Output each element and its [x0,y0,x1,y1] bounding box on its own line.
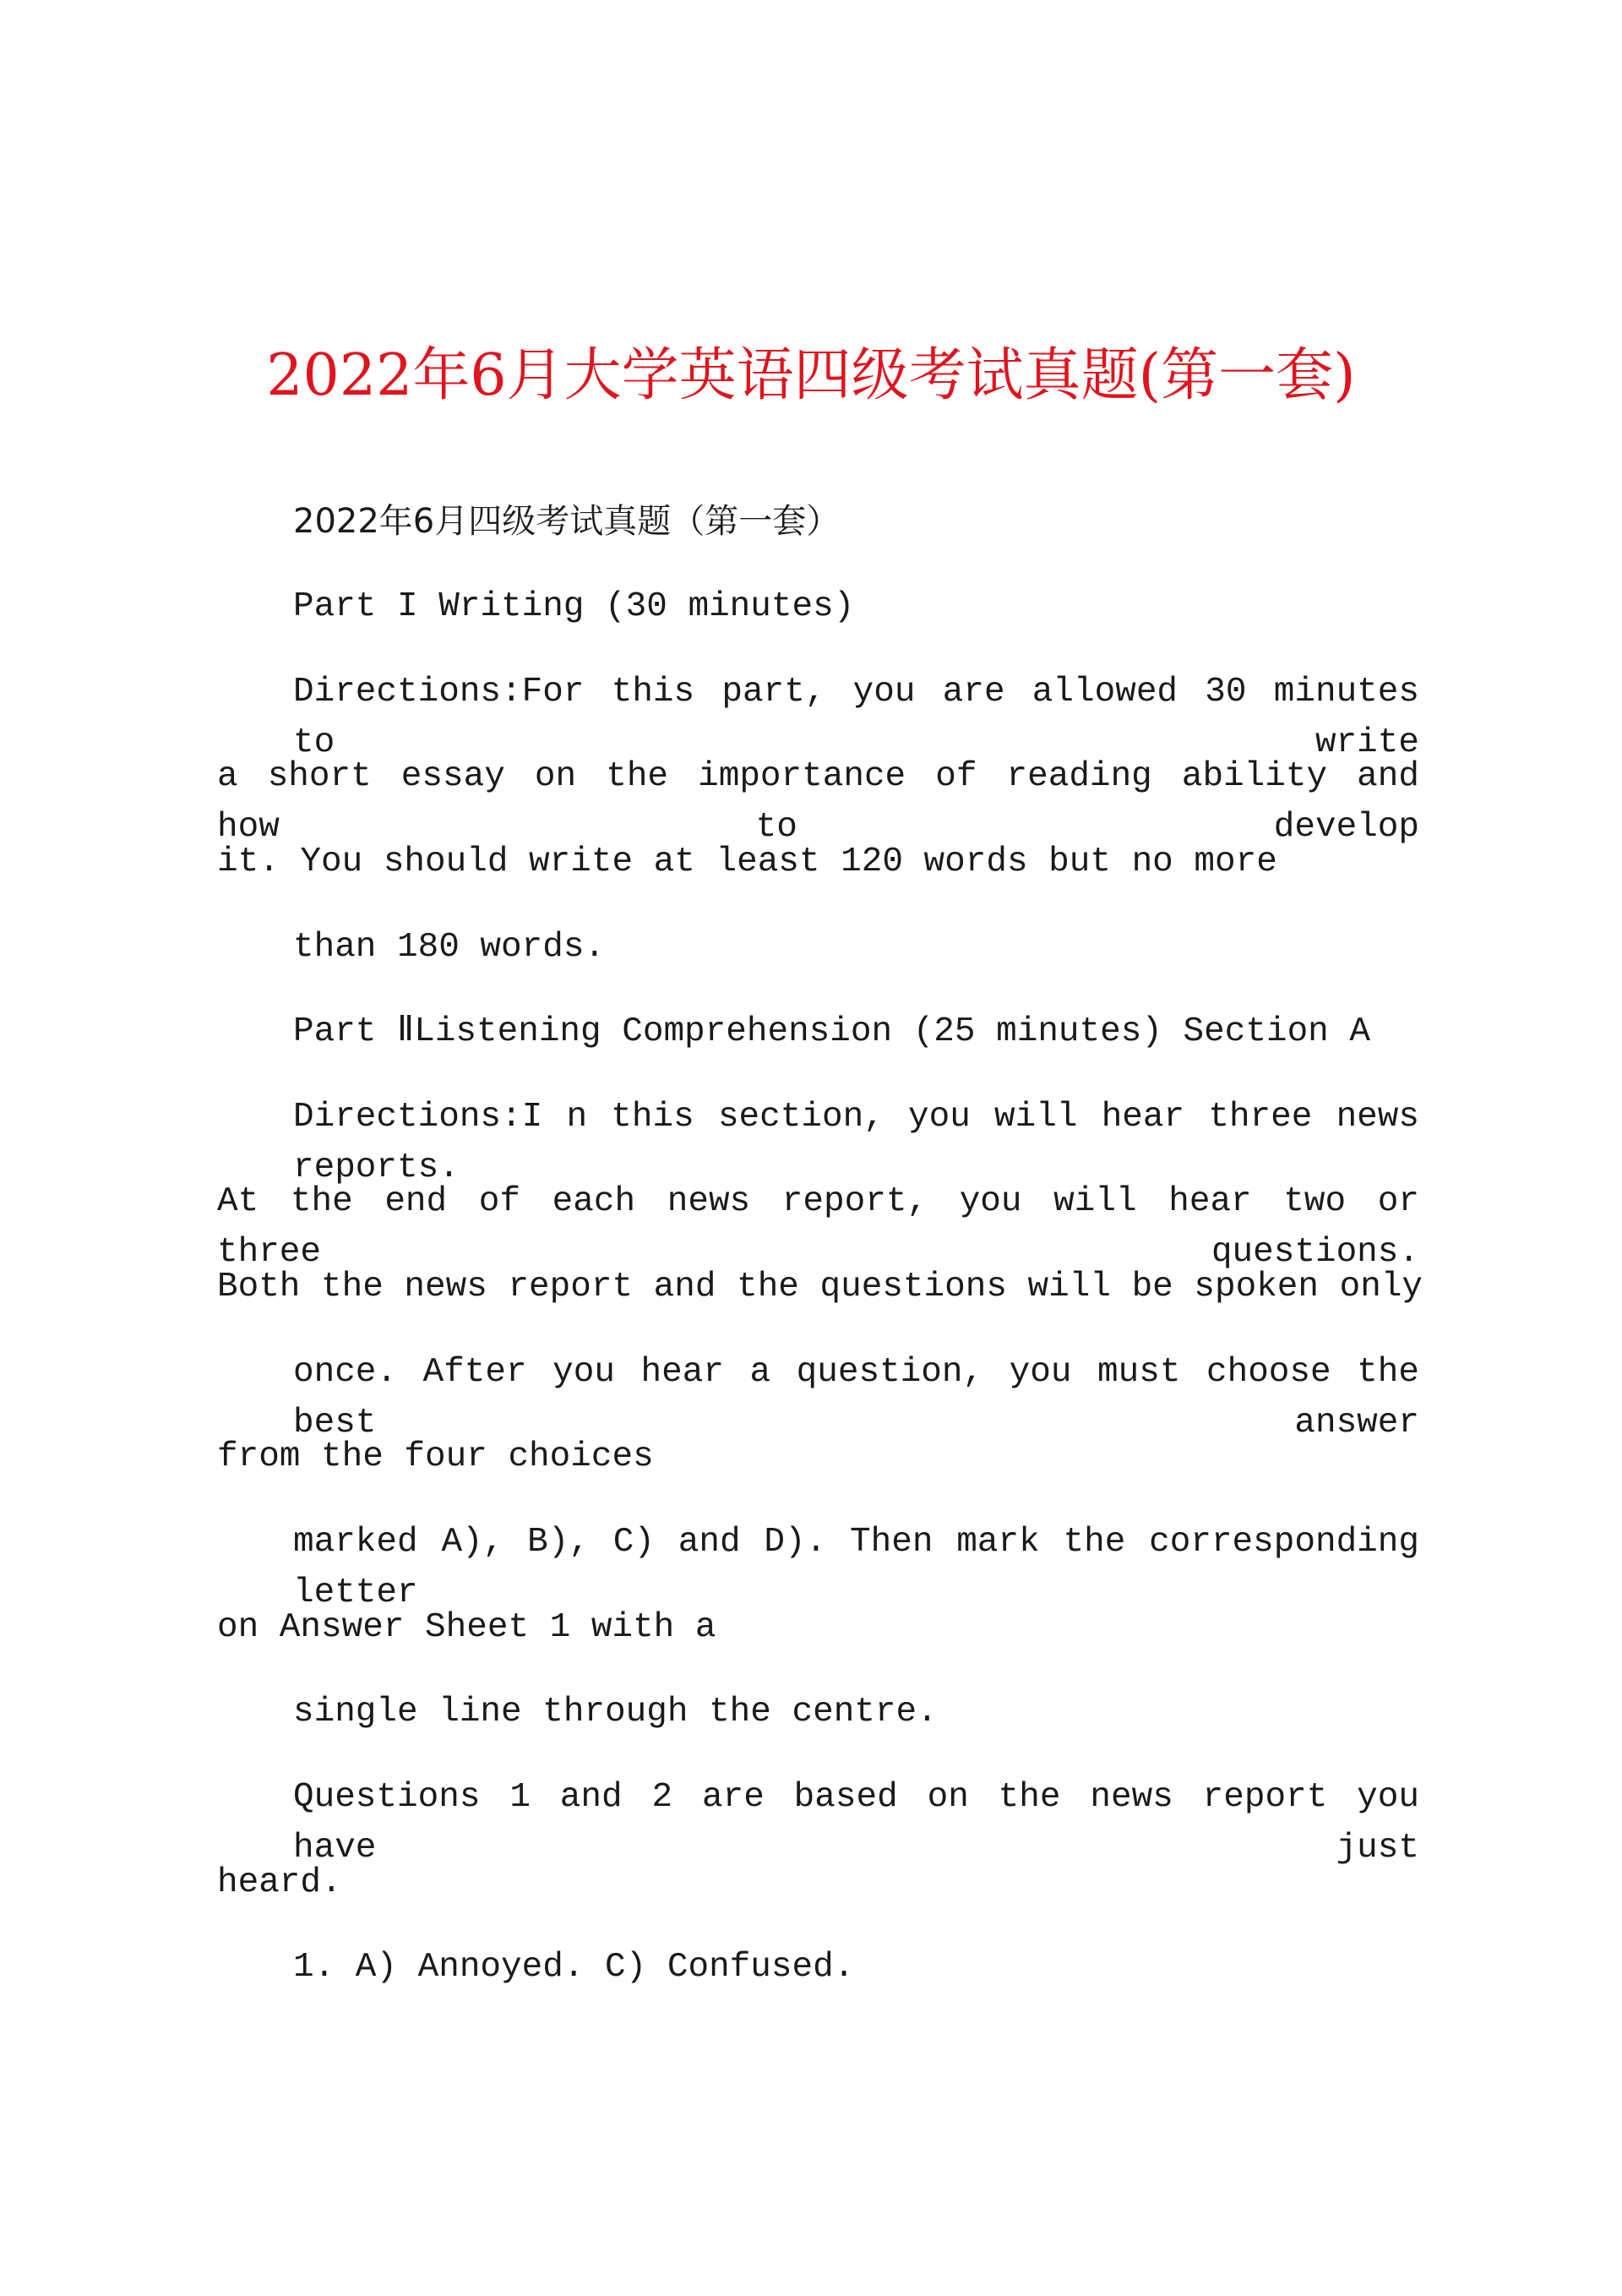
subtitle-line: 2022年6月四级考试真题（第一套） [293,502,841,541]
body-line: Both the news report and the questions will be spoken only [217,1268,1423,1306]
document-title: 2022年6月大学英语四级考试真题(第一套) [266,342,1356,409]
body-line: it. You should write at least 120 words but no more [217,843,1277,881]
body-line: a short essay on the importance of reading ability and how to develop [217,757,1419,847]
body-line: single line through the centre. [293,1693,938,1732]
body-line: on Answer Sheet 1 with a [217,1608,716,1647]
body-line: At the end of each news report, you will hear two or three questions. [217,1182,1419,1272]
body-line: marked A), B), C) and D). Then mark the corresponding letter [293,1523,1419,1612]
body-line: Directions:I n this section, you will hear three news reports. [293,1098,1419,1187]
part-one-heading: Part I Writing (30 minutes) [293,587,855,626]
body-line: heard. [217,1863,342,1902]
body-line: once. After you hear a question, you must choose the best answer [293,1353,1419,1442]
body-line: Directions:For this part, you are allowed 30 minutes to write [293,673,1419,762]
body-line: Questions 1 and 2 are based on the news report you have just [293,1778,1419,1868]
body-line: from the four choices [217,1437,654,1476]
part-two-heading: Part ⅡListening Comprehension (25 minutes) Section A [293,1012,1370,1051]
question-item: 1. A) Annoyed. C) Confused. [293,1948,855,1987]
body-line: than 180 words. [293,928,606,967]
